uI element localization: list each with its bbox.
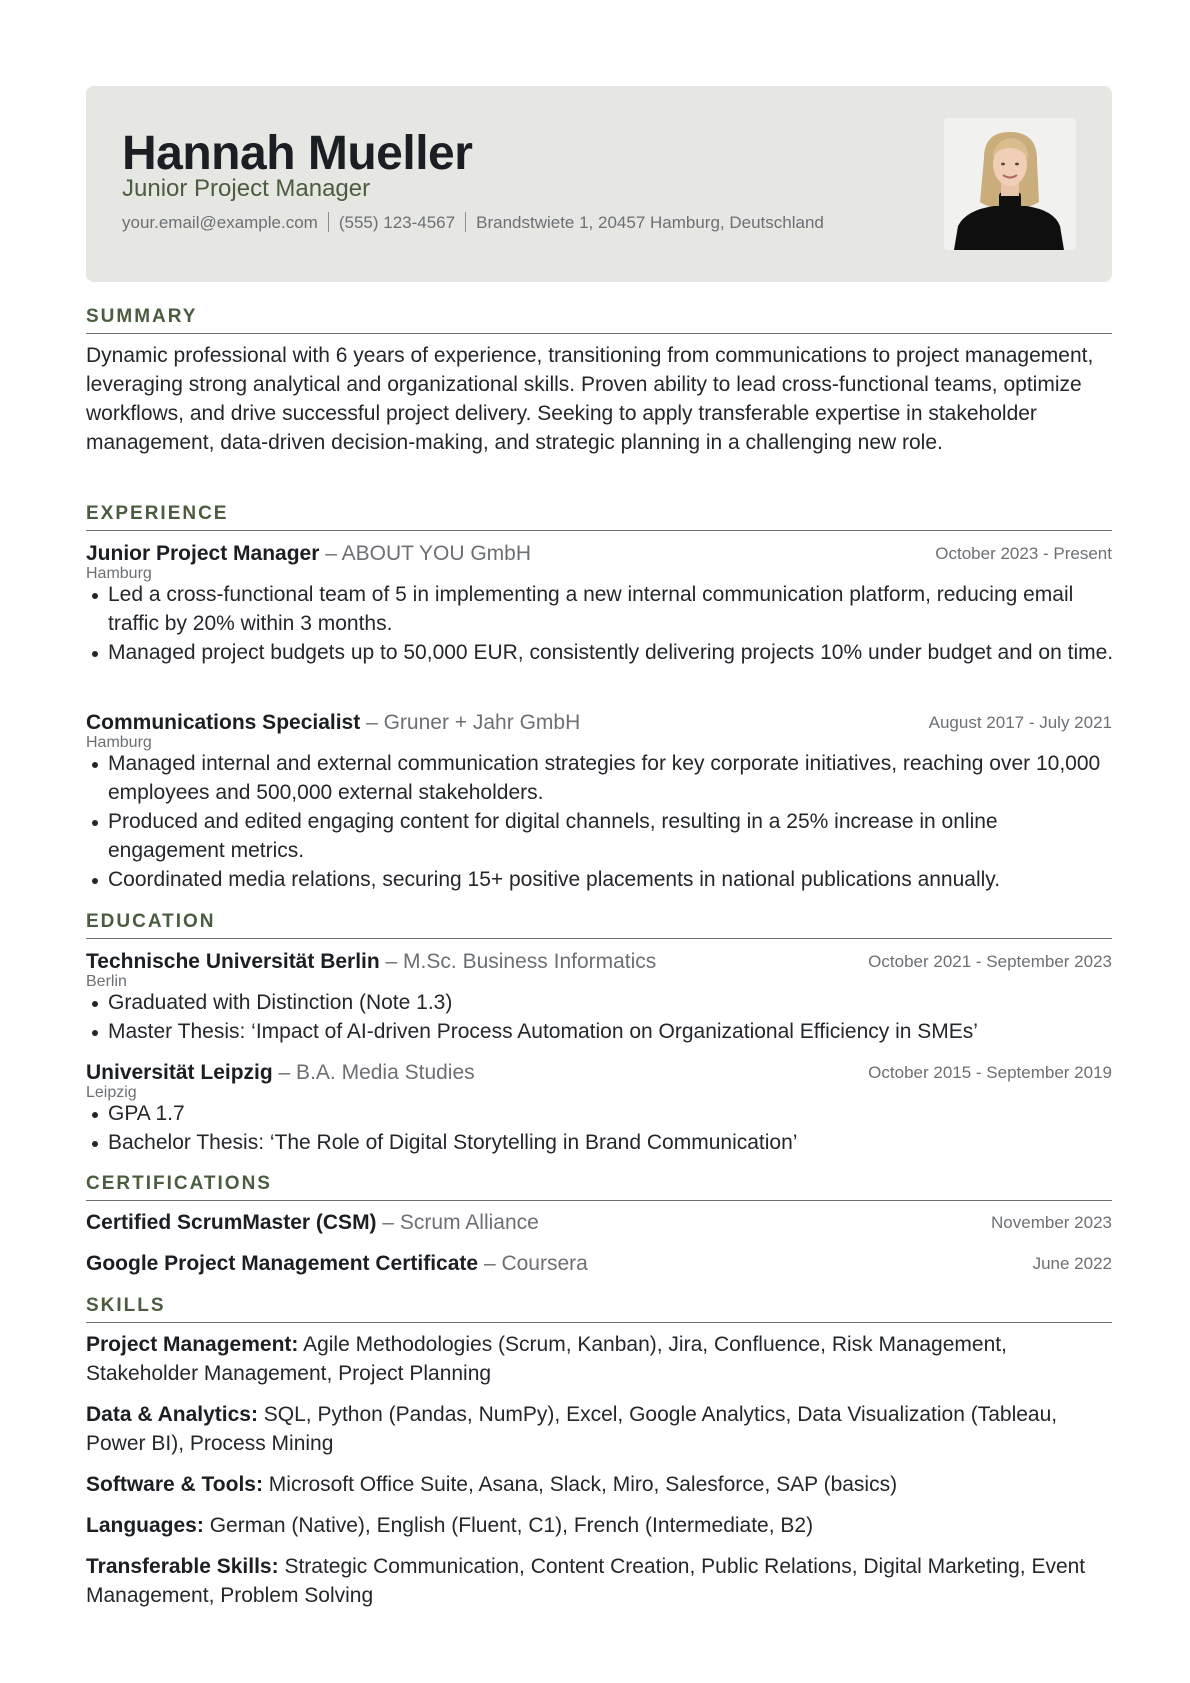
certification-entry — [86, 1251, 1112, 1277]
contact-divider — [465, 212, 466, 232]
section-title-education: EDUCATION — [86, 912, 1112, 939]
school-name: Universität Leipzig — [86, 1061, 273, 1084]
skill-row — [86, 1400, 1112, 1458]
certification-date: June 2022 — [1032, 1254, 1112, 1273]
profile-photo-illustration — [944, 118, 1076, 250]
certification-name: Certified ScrumMaster (CSM) — [86, 1211, 377, 1234]
degree-name: – M.Sc. Business Informatics — [385, 950, 657, 973]
education-entry-header — [86, 1060, 1112, 1086]
job-location: Hamburg — [86, 734, 152, 751]
job-dates: August 2017 - July 2021 — [928, 713, 1112, 732]
contact-divider — [328, 212, 329, 232]
job-bullets — [86, 580, 1116, 667]
school-location: Berlin — [86, 973, 127, 990]
contact-address: Brandstwiete 1, 20457 Hamburg, Deutschland — [476, 213, 824, 232]
bullet-item: Produced and edited engaging content for digital channels, resulting in a 25% increase in online engagement metrics. — [86, 807, 1116, 865]
contact-line — [122, 212, 824, 232]
section-title-certifications: CERTIFICATIONS — [86, 1174, 1112, 1201]
skill-row — [86, 1330, 1112, 1388]
profile-photo — [944, 118, 1076, 250]
bullet-item: Bachelor Thesis: ‘The Role of Digital Storytelling in Brand Communication’ — [86, 1128, 1116, 1157]
skill-text: Agile Methodologies (Scrum, Kanban), Jira, Confluence, Risk Management, Stakeholder Management, Project Planning — [86, 1333, 1007, 1385]
experience-entry-header — [86, 541, 1112, 567]
certification-entry — [86, 1210, 1112, 1236]
school-location: Leipzig — [86, 1084, 137, 1101]
candidate-name: Hannah Mueller — [122, 127, 473, 180]
skill-label: Languages: — [86, 1514, 204, 1537]
bullet-item: Led a cross-functional team of 5 in implementing a new internal communication platform, reducing email traffic by 20% within 3 months. — [86, 580, 1116, 638]
skill-text: German (Native), English (Fluent, C1), French (Intermediate, B2) — [209, 1514, 814, 1537]
certification-name: Google Project Management Certificate — [86, 1252, 479, 1275]
bullet-item: Managed project budgets up to 50,000 EUR, consistently delivering projects 10% under budget and on time. — [86, 638, 1116, 667]
education-dates: October 2021 - September 2023 — [868, 952, 1112, 971]
skill-text: Strategic Communication, Content Creation, Public Relations, Digital Marketing, Event Management, Problem Solving — [86, 1555, 1086, 1607]
bullet-item: Managed internal and external communication strategies for key corporate initiatives, reaching over 10,000 employees and 500,000 external stakeholders. — [86, 749, 1116, 807]
education-bullets — [86, 988, 1116, 1046]
job-dates: October 2023 - Present — [935, 544, 1112, 563]
job-bullets — [86, 749, 1116, 894]
bullet-item: GPA 1.7 — [86, 1099, 1116, 1128]
section-title-experience: EXPERIENCE — [86, 504, 1112, 531]
section-title-summary: SUMMARY — [86, 307, 1112, 334]
resume-header — [86, 86, 1112, 282]
job-location: Hamburg — [86, 565, 152, 582]
skill-label: Project Management: — [86, 1333, 299, 1356]
contact-phone[interactable]: (555) 123-4567 — [338, 213, 456, 232]
job-company: – Gruner + Jahr GmbH — [366, 711, 581, 734]
contact-email[interactable]: your.email@example.com — [122, 213, 318, 232]
degree-name: – B.A. Media Studies — [278, 1061, 475, 1084]
bullet-item: Graduated with Distinction (Note 1.3) — [86, 988, 1116, 1017]
certification-issuer: – Scrum Alliance — [382, 1211, 539, 1234]
education-bullets — [86, 1099, 1116, 1157]
skill-text: Microsoft Office Suite, Asana, Slack, Miro, Salesforce, SAP (basics) — [268, 1473, 898, 1496]
job-title: Junior Project Manager — [86, 542, 320, 565]
bullet-item: Master Thesis: ‘Impact of AI-driven Process Automation on Organizational Efficiency in SMEs’ — [86, 1017, 1116, 1046]
experience-entry-header — [86, 710, 1112, 736]
candidate-role: Junior Project Manager — [122, 175, 371, 202]
job-title: Communications Specialist — [86, 711, 361, 734]
section-title-skills: SKILLS — [86, 1296, 1112, 1323]
education-entry-header — [86, 949, 1112, 975]
skill-text: SQL, Python (Pandas, NumPy), Excel, Google Analytics, Data Visualization (Tableau, Power BI), Process Mining — [86, 1403, 1058, 1455]
school-name: Technische Universität Berlin — [86, 950, 380, 973]
education-dates: October 2015 - September 2019 — [868, 1063, 1112, 1082]
summary-text: Dynamic professional with 6 years of experience, transitioning from communications to project management, leveraging strong analytical and organizational skills. Proven ability to lead cross-functional teams, optimize workflows, and drive successful project delivery. Seeking to apply transferable expertise in stakeholder management, data-driven decision-making, and strategic planning in a challenging new role. — [86, 344, 1094, 454]
skill-label: Data & Analytics: — [86, 1403, 258, 1426]
skill-label: Transferable Skills: — [86, 1555, 279, 1578]
skill-row — [86, 1511, 1112, 1540]
job-company: – ABOUT YOU GmbH — [325, 542, 532, 565]
skill-row — [86, 1552, 1112, 1610]
certification-issuer: – Coursera — [483, 1252, 588, 1275]
skill-label: Software & Tools: — [86, 1473, 263, 1496]
certification-date: November 2023 — [991, 1213, 1112, 1232]
bullet-item: Coordinated media relations, securing 15+ positive placements in national publications annually. — [86, 865, 1116, 894]
skill-row — [86, 1470, 1112, 1499]
